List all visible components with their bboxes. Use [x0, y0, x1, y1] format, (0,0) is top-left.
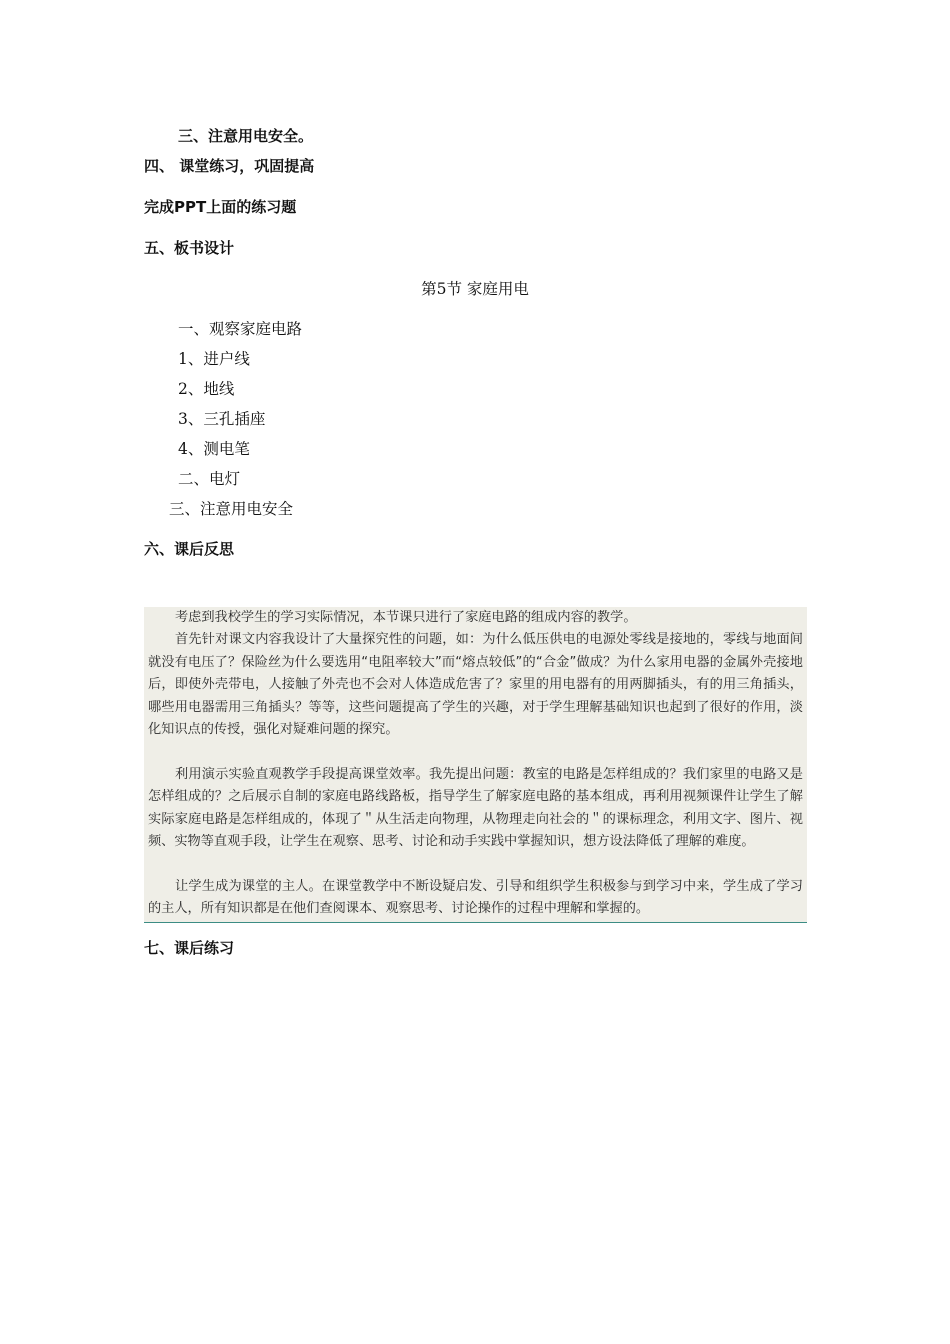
section4-heading: 四、 课堂练习，巩固提高	[144, 157, 315, 175]
reflection-paragraph: 利用演示实验直观教学手段提高课堂效率。我先提出问题：教室的电路是怎样组成的？我们家里的电路又是怎样组成的？之后展示自制的家庭电路线路板，指导学生了解家庭电路的基本组成，再利用视频课件让学生了解实际家庭电路是怎样组成的，体现了＂从生活走向物理，从物理走向社会的＂的课标理念，利用文字、图片、视频、实物等直观手段，让学生在观察、思考、讨论和动手实践中掌握知识，想方设法降低了理解的难度。	[148, 766, 803, 850]
item3-safety-line: 三、注意用电安全。	[178, 127, 314, 145]
section5-heading: 五、板书设计	[144, 239, 235, 257]
board-item-safety: 三、注意用电安全	[169, 500, 294, 518]
reflection-paragraph: 首先针对课文内容我设计了大量探究性的问题，如：为什么低压供电的电源处零线是接地的，零线与地面间就没有电压了？保险丝为什么要选用“电阻率较大”而“熔点较低”的“合金”做成？为什么家用电器的金属外壳接地后，即使外壳带电，人接触了外壳也不会对人体造成危害了？家里的用电器有的用两脚插头，有的用三角插头，哪些用电器需用三角插头？等等，这些问题提高了学生的兴趣，对于学生理解基础知识也起到了很好的作用，淡化知识点的传授，强化对疑难问题的探究。	[148, 632, 803, 738]
board-item-service-line: 1、进户线	[178, 350, 250, 368]
section6-heading: 六、课后反思	[144, 540, 235, 558]
board-item-observe-circuit: 一、观察家庭电路	[178, 320, 303, 338]
board-item-electric-lamp: 二、电灯	[178, 470, 241, 488]
reflection-paragraph: 考虑到我校学生的学习实际情况，本节课只进行了家庭电路的组成内容的教学。	[175, 610, 637, 625]
section7-heading: 七、课后练习	[144, 939, 235, 957]
board-title: 第5节 家庭用电	[421, 280, 529, 298]
board-item-test-pen: 4、测电笔	[178, 440, 250, 458]
reflection-paragraph: 让学生成为课堂的主人。在课堂教学中不断设疑启发、引导和组织学生积极参与到学习中来，学生成了学习的主人，所有知识都是在他们查阅课本、观察思考、讨论操作的过程中理解和掌握的。	[148, 878, 803, 917]
exercise-line: 完成PPT上面的练习题	[144, 198, 297, 216]
reflection-text-image	[144, 607, 807, 923]
board-item-three-hole-socket: 3、三孔插座	[178, 410, 266, 428]
board-item-ground-wire: 2、地线	[178, 380, 235, 398]
